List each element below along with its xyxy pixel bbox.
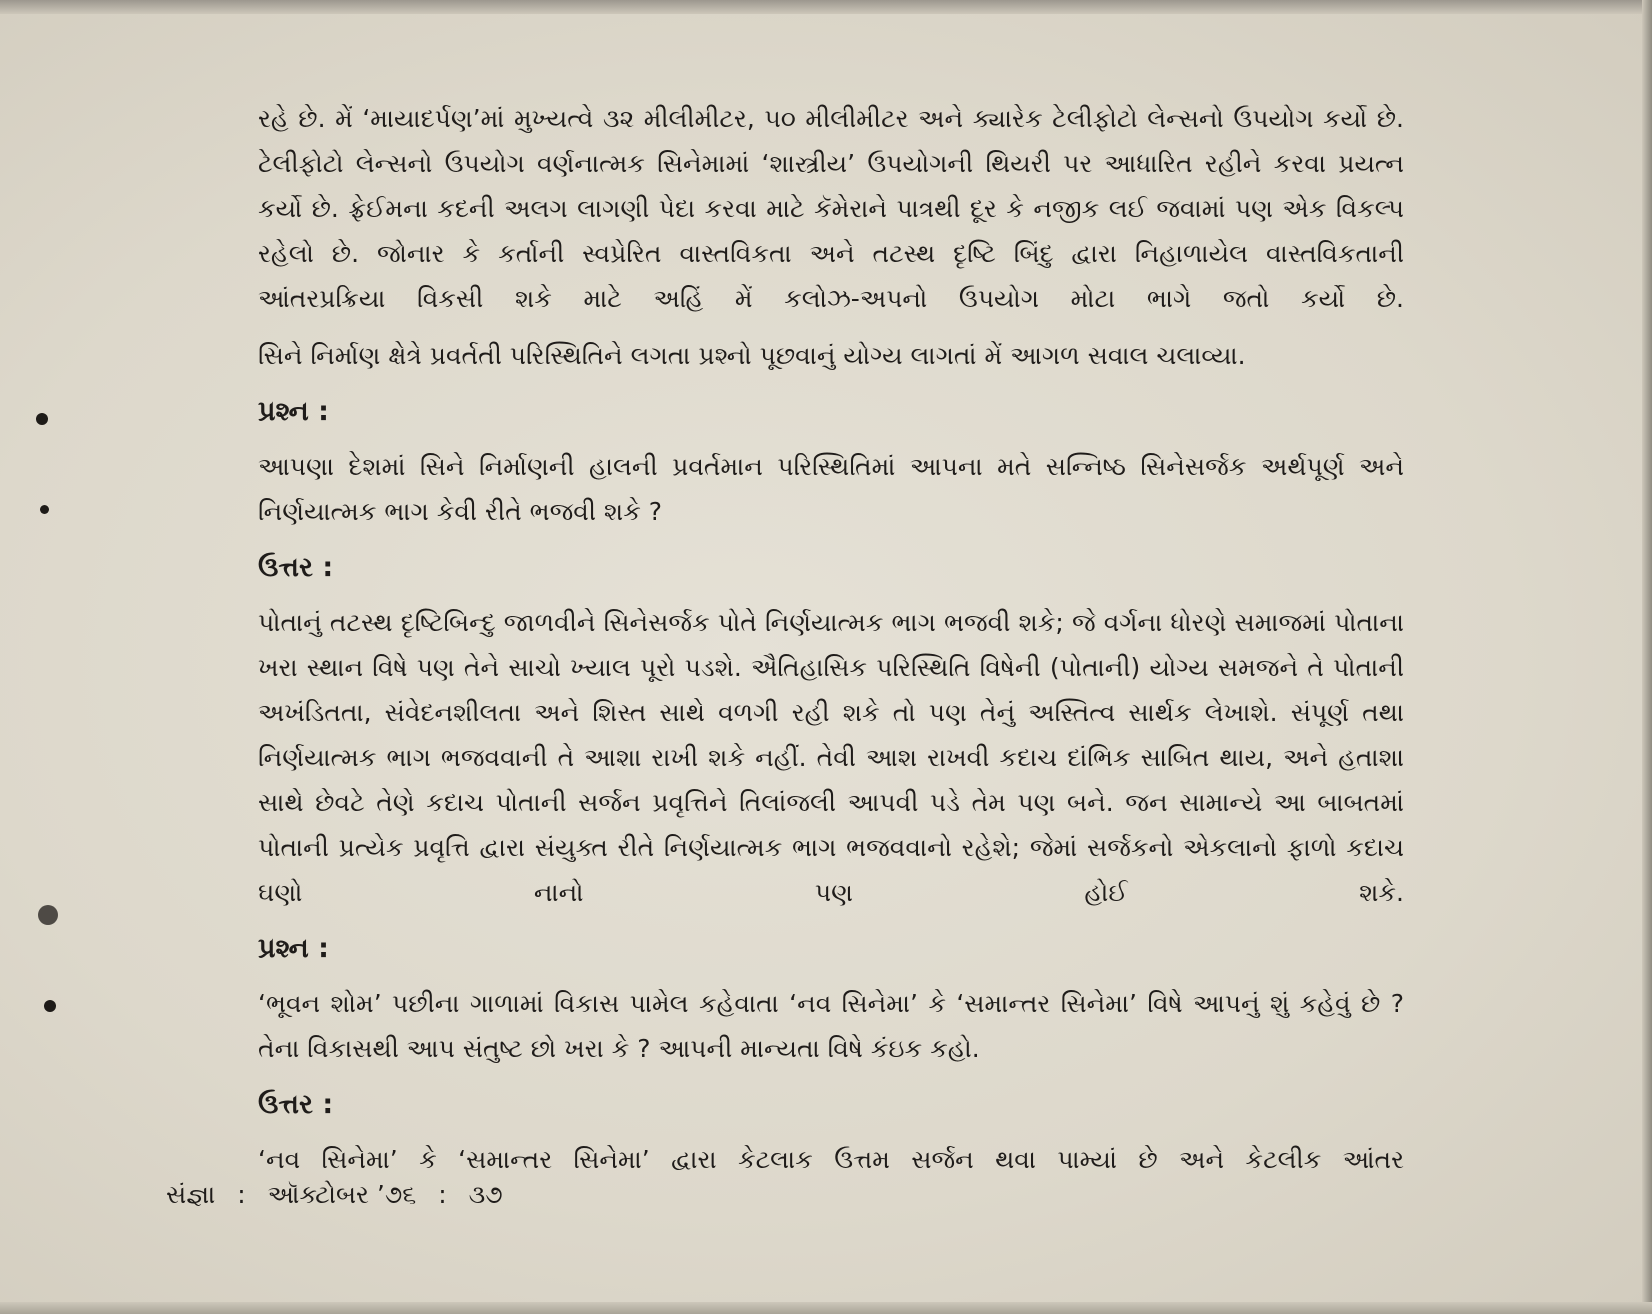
footer-separator: : bbox=[237, 1180, 246, 1209]
answer-heading: ઉત્તર : bbox=[258, 1089, 334, 1120]
question-text: ‘ભૂવન શોમ’ પછીના ગાળામાં વિકાસ પામેલ કહેવાતા ‘નવ સિનેમા’ કે ‘સમાન્તર સિનેમા’ વિષે આપનું શું કહેવું છે ? તેના વિકાસથી આપ સંતુષ્ટ છો ખરા કે ? આપની માન્યતા વિષે કંઇક કહો. bbox=[258, 989, 1404, 1063]
issue-date: ઑક્ટોબર ’૭૬ bbox=[267, 1180, 417, 1209]
answer-text: પોતાનું તટસ્થ દૃષ્ટિબિન્દુ જાળવીને સિનેસર્જક પોતે નિર્ણયાત્મક ભાગ ભજવી શકે; જે વર્ગના ધોરણે સમાજમાં પોતાના ખરા સ્થાન વિષે પણ તેને સાચો ખ્યાલ પૂરો પડશે. ઐતિહાસિક પરિસ્થિતિ વિષેની (પોતાની) યોગ્ય સમજને તે પોતાની અખંડિતતા, સંવેદનશીલતા અને શિસ્ત સાથે વળગી રહી શકે તો પણ તેનું અસ્તિત્વ સાર્થક લેખાશે. સંપૂર્ણ તથા નિર્ણયાત્મક ભાગ ભજવવાની તે આશા રાખી શકે નહીં. તેવી આશ રાખવી કદાચ દાંભિક સાબિત થાય, અને હતાશા સાથે છેવટે તેણે કદાચ પોતાની સર્જન પ્રવૃત્તિને તિલાંજલી આપવી પડે તેમ પણ બને. જન સામાન્યે આ બાબતમાં પોતાની પ્રત્યેક પ્રવૃત્તિ દ્વારા સંયુક્ત રીતે નિર્ણયાત્મક ભાગ ભજવવાનો રહેશે; જેમાં સર્જકનો એકલાનો ફાળો કદાચ ઘણો નાનો પણ હોઈ શકે. bbox=[258, 608, 1404, 907]
page-top-edge bbox=[0, 0, 1652, 14]
article-body bbox=[258, 96, 1404, 1194]
punch-mark bbox=[44, 1000, 56, 1012]
question-heading: પ્રશ્ન : bbox=[258, 933, 329, 964]
body-paragraph: સિને નિર્માણ ક્ષેત્રે પ્રવર્તતી પરિસ્થિતિને લગતા પ્રશ્નો પૂછવાનું યોગ્ય લાગતાં મેં આગળ સવાલ ચલાવ્યા. bbox=[258, 341, 1246, 370]
answer-heading: ઉત્તર : bbox=[258, 552, 334, 583]
question-text: આપણા દેશમાં સિને નિર્માણની હાલની પ્રવર્તમાન પરિસ્થિતિમાં આપના મતે સન્નિષ્ઠ સિનેસર્જક અર્થપૂર્ણ અને નિર્ણયાત્મક ભાગ કેવી રીતે ભજવી શકે ? bbox=[258, 452, 1404, 526]
magazine-name: સંજ્ઞા bbox=[166, 1180, 216, 1209]
punch-mark bbox=[36, 413, 48, 425]
question-heading: પ્રશ્ન : bbox=[258, 396, 329, 427]
punch-mark bbox=[38, 905, 58, 925]
punch-mark bbox=[40, 505, 49, 514]
footer-separator: : bbox=[438, 1180, 447, 1209]
answer-text: ‘નવ સિનેમા’ કે ‘સમાન્તર સિનેમા’ દ્વારા કેટલાક ઉત્તમ સર્જન થવા પામ્યાં છે અને કેટલીક આંતર bbox=[258, 1145, 1404, 1174]
page-bottom-edge bbox=[0, 1302, 1652, 1314]
page-footer bbox=[166, 1180, 517, 1210]
body-paragraph: રહે છે. મેં ‘માયાદર્પણ’માં મુખ્યત્વે ૩૨ મીલીમીટર, ૫૦ મીલીમીટર અને ક્યારેક ટેલીફોટો લેન્સનો ઉપયોગ કર્યો છે. ટેલીફોટો લેન્સનો ઉપયોગ વર્ણનાત્મક સિનેમામાં ‘શાસ્ત્રીય’ ઉપયોગની થિયરી પર આધારિત રહીને કરવા પ્રયત્ન કર્યો છે. ફ્રેઈમના કદની અલગ લાગણી પેદા કરવા માટે કૅમેરાને પાત્રથી દૂર કે નજીક લઈ જવામાં પણ એક વિકલ્પ રહેલો છે. જોનાર કે કર્તાની સ્વપ્રેરિત વાસ્તવિકતા અને તટસ્થ દૃષ્ટિ બિંદુ દ્વારા નિહાળાયેલ વાસ્તવિકતાની આંતરપ્રક્રિયા વિકસી શકે માટે અહિં મેં કલોઝ-અપનો ઉપયોગ મોટા ભાગે જતો કર્યો છે. bbox=[258, 104, 1404, 313]
page-right-edge bbox=[1642, 0, 1652, 1314]
page-number: ૩૭ bbox=[468, 1180, 503, 1209]
